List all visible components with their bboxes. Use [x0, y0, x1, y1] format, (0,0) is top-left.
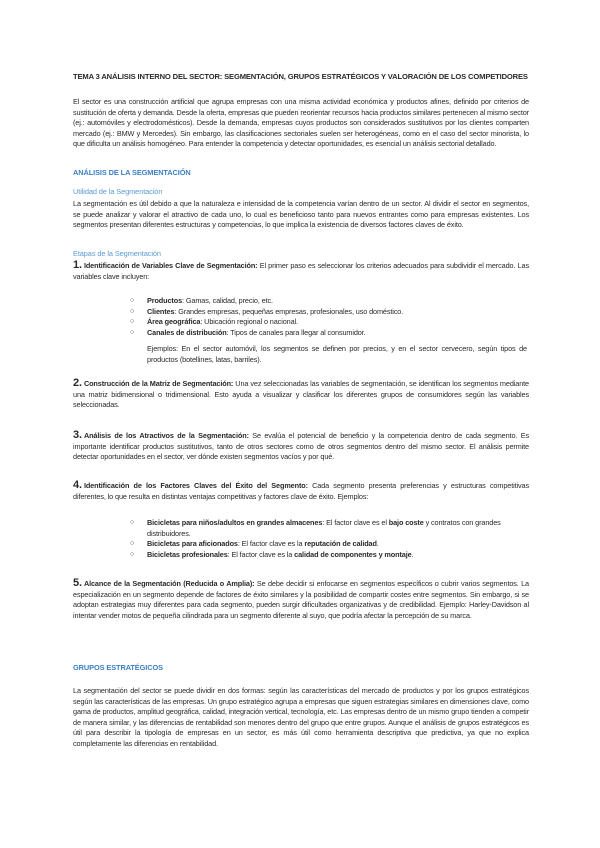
- list-item: ○ Productos: Gamas, calidad, precio, etc.: [130, 296, 273, 305]
- list-item: ○ Área geográfica: Ubicación regional o nacional.: [130, 317, 298, 327]
- step-1-number: 1.: [73, 259, 82, 271]
- step-5-label: Alcance de la Segmentación (Reducida o Amplia):: [83, 579, 255, 588]
- step-4-number: 4.: [73, 479, 82, 491]
- bullet-icon: ○: [130, 328, 135, 336]
- list-item: ○ Canales de distribución: Tipos de canales para llegar al consumidor.: [130, 327, 366, 337]
- etapas-heading: Etapas de la Segmentación: [73, 249, 161, 258]
- step-3-label: Análisis de los Atractivos de la Segmentación:: [83, 431, 249, 440]
- step-2-number: 2.: [73, 377, 82, 389]
- document-title: TEMA 3 ANÁLISIS INTERNO DEL SECTOR: SEGMENTACIÓN, GRUPOS ESTRATÉGICOS Y VALORACIÓN DE LOS COMPETIDORES: [73, 72, 528, 81]
- bullet-icon: ○: [130, 519, 135, 526]
- step-5: [73, 578, 529, 621]
- step-3-text: Se evalúa el potencial de beneficio y la competencia dentro de cada segmento. Es importante identificar productos sustitutivos, tanto de otros sectores como de otros segmentos dentro del mismo sector. El análisis permite detectar oportunidades en el sector, ver dónde existen segmentos vacíos y por qué.: [73, 431, 529, 462]
- grupos-paragraph: La segmentación del sector se puede dividir en dos formas: según las características del mercado de productos y por los grupos estratégicos según las características de las empresas. Un grupo estratégico agrupa a empresas que siguen estrategias similares en dimensiones clave, como gama de productos, amplitud geográfica, calidad, integración vertical, tecnología, etc. Las empresas dentro de un mismo grupo tienden a competir de manera similar, y las diferencias de rentabilidad son menores dentro del grupo que entre grupos. Aunque el análisis de grupos estratégicos es útil para describir la tipología de empresas en un sector, es más útil como herramienta descriptiva que predictiva, ya que no explica completamente las diferencias en rentabilidad.: [73, 686, 529, 748]
- step-3: [73, 430, 529, 463]
- step-4-text: Cada segmento presenta preferencias y estructuras competitivas diferentes, lo que resulta en distintas ventajas competitivas y factores clave de éxito. Ejemplos:: [73, 481, 530, 501]
- utilidad-paragraph: La segmentación es útil debido a que la naturaleza e intensidad de la competencia varían dentro de un sector. Al dividir el sector en segmentos, se puede analizar y valorar el atractivo de cada uno, lo cual es beneficioso tanto para nuevos entrantes como para empresas existentes. Los segmentos presentan diferentes estructuras y competencias, lo que implica la existencia de diversos factores claves de éxito.: [73, 199, 529, 230]
- step-4-label: Identificación de los Factores Claves del Éxito del Segmento:: [83, 481, 308, 490]
- bullet-icon: ○: [130, 318, 135, 326]
- grupos-heading: GRUPOS ESTRATÉGICOS: [73, 663, 163, 672]
- step-1-variables-list: [130, 296, 527, 338]
- step-3-number: 3.: [73, 429, 82, 441]
- bullet-icon: ○: [130, 307, 135, 315]
- step-5-number: 5.: [73, 577, 82, 589]
- step-1: [73, 260, 529, 282]
- list-item: ○ Bicicletas profesionales: El factor clave es la calidad de componentes y montaje.: [130, 549, 414, 559]
- step-4-examples-list: [130, 518, 529, 560]
- step-2: [73, 378, 529, 411]
- bullet-icon: ○: [130, 550, 135, 558]
- step-1-text: El primer paso es seleccionar los criterios adecuados para subdividir el mercado. Las variables clave incluyen:: [73, 261, 529, 281]
- segmentation-heading: ANÁLISIS DE LA SEGMENTACIÓN: [73, 168, 191, 177]
- utilidad-heading: Utilidad de la Segmentación: [73, 187, 163, 196]
- step-4: [73, 480, 529, 502]
- bullet-icon: ○: [130, 540, 135, 548]
- list-item: ○ Bicicletas para aficionados: El factor clave es la reputación de calidad.: [130, 539, 379, 549]
- step-2-label: Construcción de la Matriz de Segmentación:: [83, 379, 234, 388]
- step-5-text: Se debe decidir si enfocarse en segmentos específicos o cubrir varios segmentos. La especialización en un segmento depende de factores de éxito similares y la posibilidad de compartir costes entre segmentos. Sin embargo, si se adoptan estrategias muy diferentes para cada segmento, pueden surgir dificultades organizativas y de credibilidad. Ejemplo: Harley-Davidson al intentar vender motos de pequeña cilindrada para un segmento diferente al suyo, que podría afectar la percepción de su marca.: [73, 579, 529, 620]
- bullet-icon: ○: [130, 297, 135, 304]
- list-item: ○ Clientes: Grandes empresas, pequeñas empresas, profesionales, uso doméstico.: [130, 306, 404, 316]
- step-2-text: Una vez seleccionadas las variables de segmentación, se identifican los segmentos mediante una matriz bidimensional o tridimensional. Esto ayuda a visualizar y clasificar los diferentes grupos de consumidores según las variables seleccionadas.: [73, 379, 529, 410]
- step-1-label: Identificación de Variables Clave de Segmentación:: [83, 261, 258, 270]
- list-item: ○ Bicicletas para niños/adultos en grandes almacenes: El factor clave es el bajo coste y contratos con grandes distribuidores.: [130, 518, 501, 538]
- step-1-example: Ejemplos: En el sector automóvil, los segmentos se definen por precios, y en el sector cervecero, según tipos de productos (botellines, latas, barriles).: [147, 344, 527, 364]
- intro-paragraph: El sector es una construcción artificial que agrupa empresas con una misma actividad económica y productos afines, definido por criterios de sustitución de oferta y demanda. Desde la oferta, empresas que pueden reorientar recursos hacia productos similares pertenecen al mismo sector (ej.: automóviles y electrodomésticos). Desde la demanda, empresas cuyos productos son considerados sustitutivos por los clientes comparten mercado (ej.: BMW y Mercedes). Sin embargo, las clasificaciones sectoriales suelen ser heterogéneas, como en el caso del sector minorista, lo que dificulta un análisis homogéneo. Para entender la competencia y detectar oportunidades, es esencial un análisis sectorial detallado.: [73, 97, 529, 149]
